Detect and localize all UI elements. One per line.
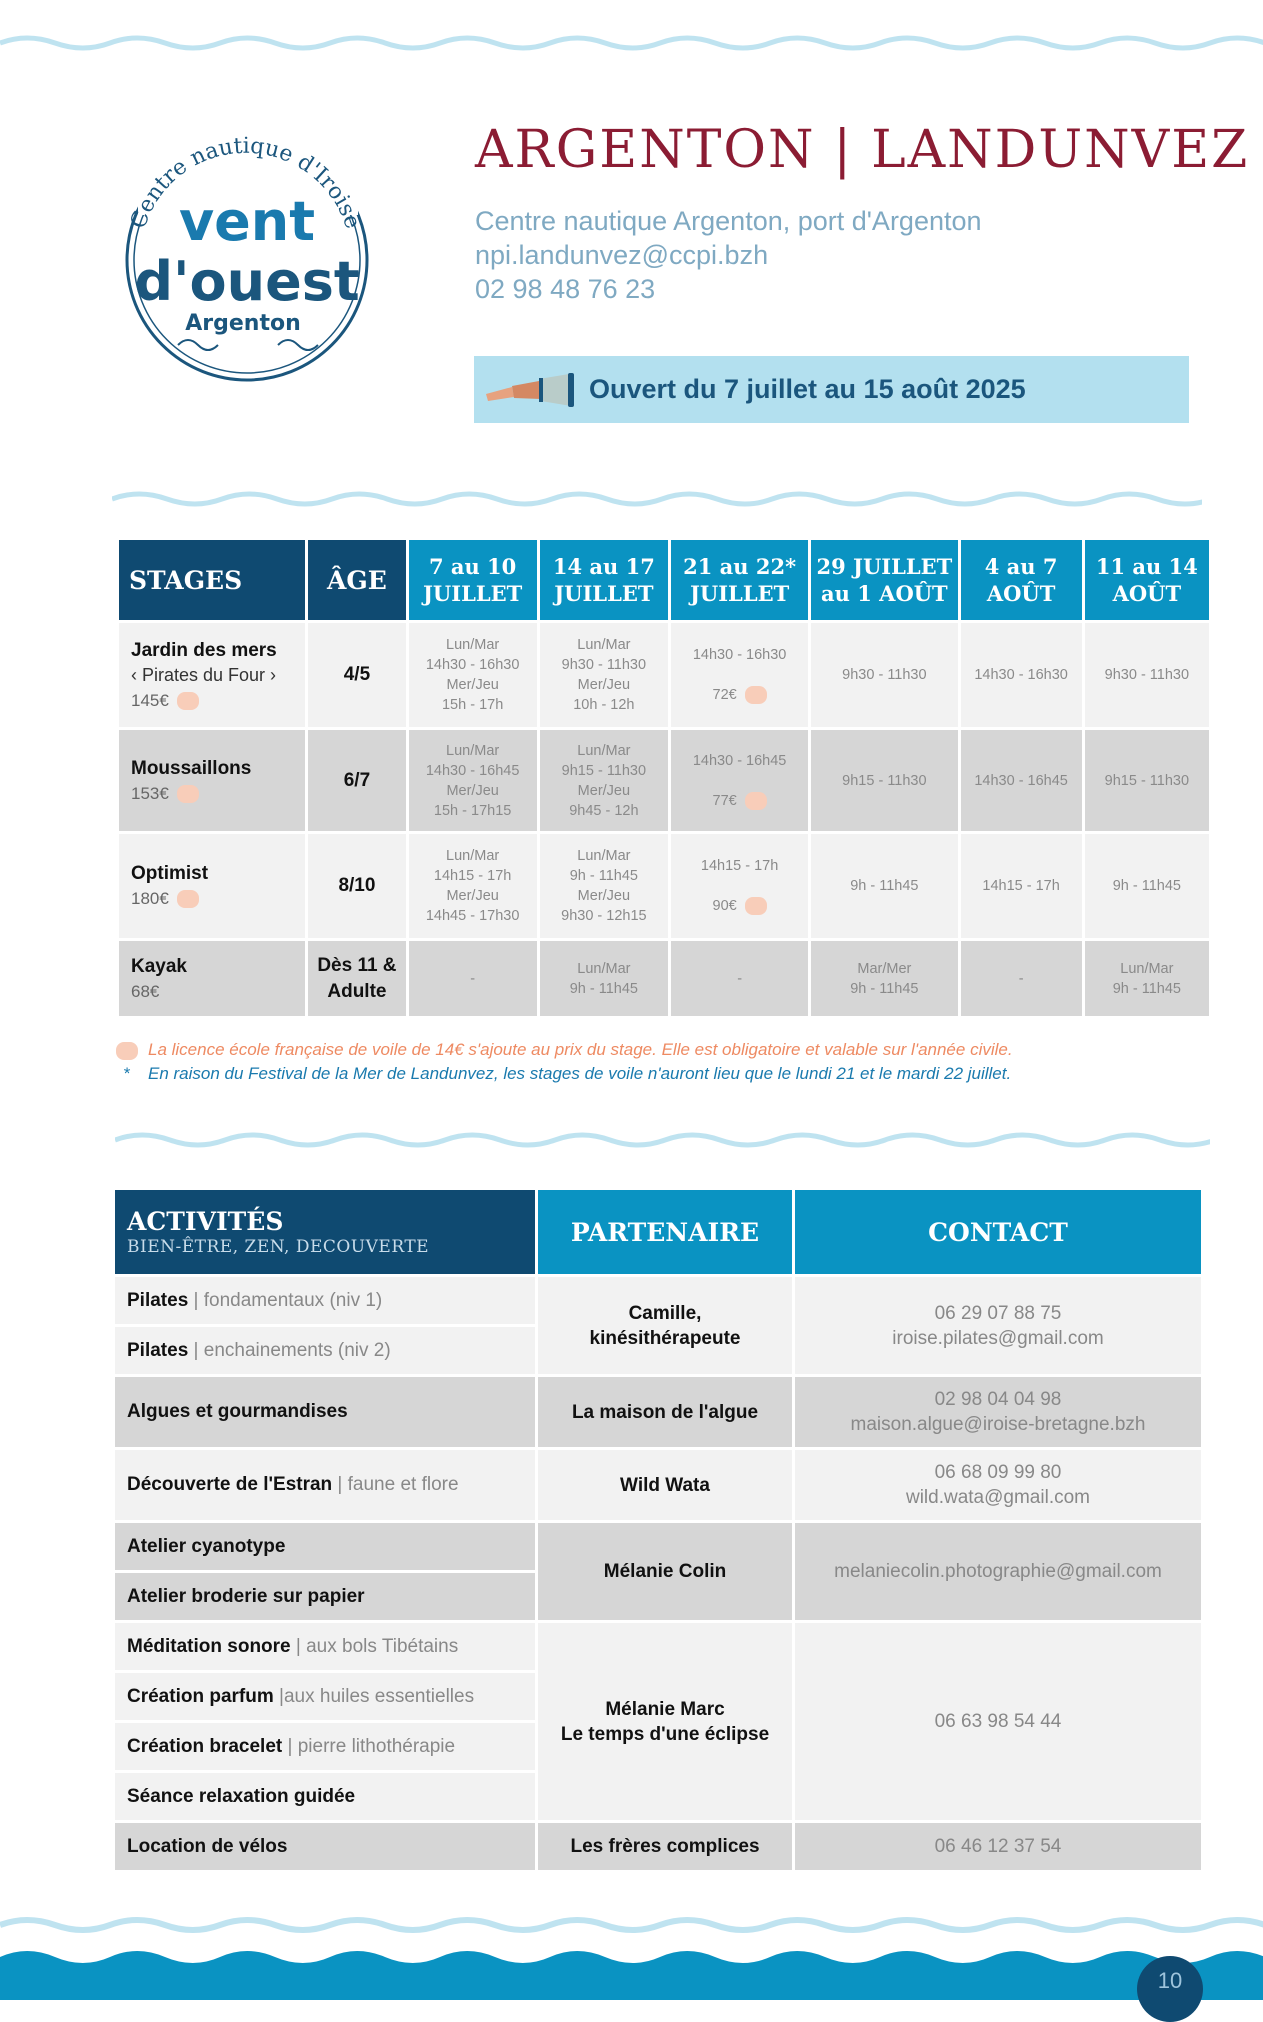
schedule-cell: 9h15 - 11h30 [1085, 730, 1209, 831]
partner-cell: La maison de l'algue [538, 1377, 792, 1447]
contact-email[interactable]: iroise.pilates@gmail.com [892, 1327, 1104, 1349]
schedule-cell: - [671, 941, 808, 1016]
table-row [115, 1823, 1201, 1870]
contact-cell: 02 98 04 04 98 maison.algue@iroise-bretagne.bzh [795, 1377, 1201, 1447]
table-row [115, 1277, 1201, 1324]
svg-text:Argenton: Argenton [185, 311, 301, 336]
vent-douest-logo [118, 120, 376, 385]
svg-text:d'ouest: d'ouest [134, 250, 360, 313]
activities-table [112, 1187, 1204, 1873]
festival-note: * En raison du Festival de la Mer de Landunvez, les stages de voile n'auront lieu que le lundi 21 et le mardi 22 juillet. [123, 1064, 1012, 1083]
header-age: ÂGE [308, 540, 405, 620]
activity-cell: Création bracelet | pierre lithothérapie [115, 1723, 535, 1770]
licence-marker-icon [177, 692, 199, 710]
activity-cell: Création parfum |aux huiles essentielles [115, 1673, 535, 1720]
schedule-cell: 9h - 11h45 [1085, 834, 1209, 938]
header-week-1: 7 au 10 JUILLET [409, 540, 537, 620]
schedule-cell: 14h15 - 17h [961, 834, 1082, 938]
schedule-cell: - [409, 941, 537, 1016]
table-row [115, 1523, 1201, 1570]
schedule-cell: 14h30 - 16h45 77€ [671, 730, 808, 831]
telescope-icon [484, 370, 579, 410]
city-separator: | [833, 120, 854, 180]
city-right: LANDUNVEZ [871, 120, 1250, 180]
table-row [115, 1623, 1201, 1670]
schedule-cell: Lun/Mar 9h - 11h45 [540, 941, 668, 1016]
schedule-cell: 14h15 - 17h 90€ [671, 834, 808, 938]
table-row [115, 1450, 1201, 1520]
opening-banner [474, 356, 1189, 423]
stage-age-cell: 8/10 [308, 834, 405, 938]
opening-text: Ouvert du 7 juillet au 15 août 2025 [589, 374, 1026, 404]
licence-marker-icon [177, 785, 199, 803]
activity-cell: Atelier cyanotype [115, 1523, 535, 1570]
contact-cell: 06 29 07 88 75 iroise.pilates@gmail.com [795, 1277, 1201, 1374]
activity-cell: Atelier broderie sur papier [115, 1573, 535, 1620]
table-row [119, 730, 1209, 831]
schedule-cell: Lun/Mar 14h30 - 16h30 Mer/Jeu 15h - 17h [409, 623, 537, 727]
bottom-wave-band [0, 1915, 1263, 2000]
schedule-cell: 9h30 - 11h30 [1085, 623, 1209, 727]
activity-cell: Pilates | fondamentaux (niv 1) [115, 1277, 535, 1324]
stage-name-cell: Kayak 68€ [119, 941, 305, 1016]
schedule-cell: 14h30 - 16h30 72€ [671, 623, 808, 727]
schedule-cell: 9h - 11h45 [811, 834, 957, 938]
schedule-cell: 9h30 - 11h30 [811, 623, 957, 727]
stage-name-cell: Optimist 180€ [119, 834, 305, 938]
contact-cell [795, 1523, 1201, 1620]
stage-age-cell: 6/7 [308, 730, 405, 831]
stages-notes [116, 1038, 1013, 1086]
contact-email[interactable]: wild.wata@gmail.com [905, 1487, 1090, 1508]
activity-cell: Séance relaxation guidée [115, 1773, 535, 1820]
activity-cell: Algues et gourmandises [115, 1377, 535, 1447]
partner-cell: Mélanie Colin [538, 1523, 792, 1620]
header-week-6: 11 au 14 AOÛT [1085, 540, 1209, 620]
stage-age-cell: 4/5 [308, 623, 405, 727]
schedule-cell: Lun/Mar 9h - 11h45 Mer/Jeu 9h30 - 12h15 [540, 834, 668, 938]
activity-cell: Location de vélos [115, 1823, 535, 1870]
stages-wave-divider [112, 487, 1202, 511]
table-row [119, 941, 1209, 1016]
partner-cell: Wild Wata [538, 1450, 792, 1520]
partner-cell: Les frères complices [538, 1823, 792, 1870]
schedule-cell: Lun/Mar 9h - 11h45 [1085, 941, 1209, 1016]
schedule-cell: 14h30 - 16h45 [961, 730, 1082, 831]
activity-cell: Pilates | enchainements (niv 2) [115, 1327, 535, 1374]
activity-cell: Découverte de l'Estran | faune et flore [115, 1450, 535, 1520]
header-activities: ACTIVITÉS BIEN-ÊTRE, ZEN, DECOUVERTE [115, 1190, 535, 1274]
partner-cell: Mélanie Marc Le temps d'une éclipse [538, 1623, 792, 1820]
header-week-5: 4 au 7 AOÛT [961, 540, 1082, 620]
email-link[interactable]: npi.landunvez@ccpi.bzh [475, 240, 769, 270]
activity-cell: Méditation sonore | aux bols Tibétains [115, 1623, 535, 1670]
header-contact [475, 204, 982, 306]
licence-marker-icon [116, 1042, 138, 1060]
licence-marker-icon [745, 897, 767, 915]
table-row [115, 1377, 1201, 1447]
stages-table [116, 537, 1212, 1019]
schedule-cell: Mar/Mer 9h - 11h45 [811, 941, 957, 1016]
venue-text: Centre nautique Argenton, port d'Argenton [475, 206, 982, 236]
schedule-cell: Lun/Mar 9h15 - 11h30 Mer/Jeu 9h45 - 12h [540, 730, 668, 831]
stage-name-cell: Jardin des mers ‹ Pirates du Four › 145€ [119, 623, 305, 727]
schedule-cell: 14h30 - 16h30 [961, 623, 1082, 727]
table-row [119, 623, 1209, 727]
header-week-4: 29 JUILLET au 1 AOÛT [811, 540, 957, 620]
schedule-cell: Lun/Mar 9h30 - 11h30 Mer/Jeu 10h - 12h [540, 623, 668, 727]
svg-text:Centre nautique d'Iroise: Centre nautique d'Iroise [126, 133, 365, 232]
header-partner: PARTENAIRE [538, 1190, 792, 1274]
stage-age-cell: Dès 11 & Adulte [308, 941, 405, 1016]
schedule-cell: 9h15 - 11h30 [811, 730, 957, 831]
activities-wave-divider [115, 1128, 1210, 1152]
contact-cell: 06 68 09 99 80 wild.wata@gmail.com [795, 1450, 1201, 1520]
schedule-cell: Lun/Mar 14h30 - 16h45 Mer/Jeu 15h - 17h15 [409, 730, 537, 831]
table-row [119, 834, 1209, 938]
city-title [475, 120, 1249, 180]
page-number: 10 [1137, 1956, 1203, 2022]
activities-header-row [115, 1190, 1201, 1274]
schedule-cell: Lun/Mar 14h15 - 17h Mer/Jeu 14h45 - 17h30 [409, 834, 537, 938]
phone-text: 02 98 48 76 23 [475, 274, 656, 304]
header-week-3: 21 au 22* JUILLET [671, 540, 808, 620]
contact-cell: 06 63 98 54 44 [795, 1623, 1201, 1820]
top-wave-divider [0, 28, 1263, 58]
stages-header-row [119, 540, 1209, 620]
header-stages: STAGES [119, 540, 305, 620]
licence-marker-icon [745, 686, 767, 704]
header-week-2: 14 au 17 JUILLET [540, 540, 668, 620]
svg-text:vent: vent [178, 190, 316, 253]
contact-email[interactable]: maison.algue@iroise-bretagne.bzh [850, 1414, 1146, 1435]
contact-cell: 06 46 12 37 54 [795, 1823, 1201, 1870]
licence-marker-icon [745, 792, 767, 810]
licence-note: La licence école française de voile de 14€ s'ajoute au prix du stage. Elle est obligatoire et valable sur l'année civile. [116, 1038, 1013, 1062]
licence-marker-icon [177, 890, 199, 908]
partner-cell: Camille, kinésithérapeute [538, 1277, 792, 1374]
schedule-cell: - [961, 941, 1082, 1016]
header-contact: CONTACT [795, 1190, 1201, 1274]
contact-email[interactable]: melaniecolin.photographie@gmail.com [834, 1561, 1162, 1582]
city-left: ARGENTON [475, 120, 816, 180]
stage-name-cell: Moussaillons 153€ [119, 730, 305, 831]
